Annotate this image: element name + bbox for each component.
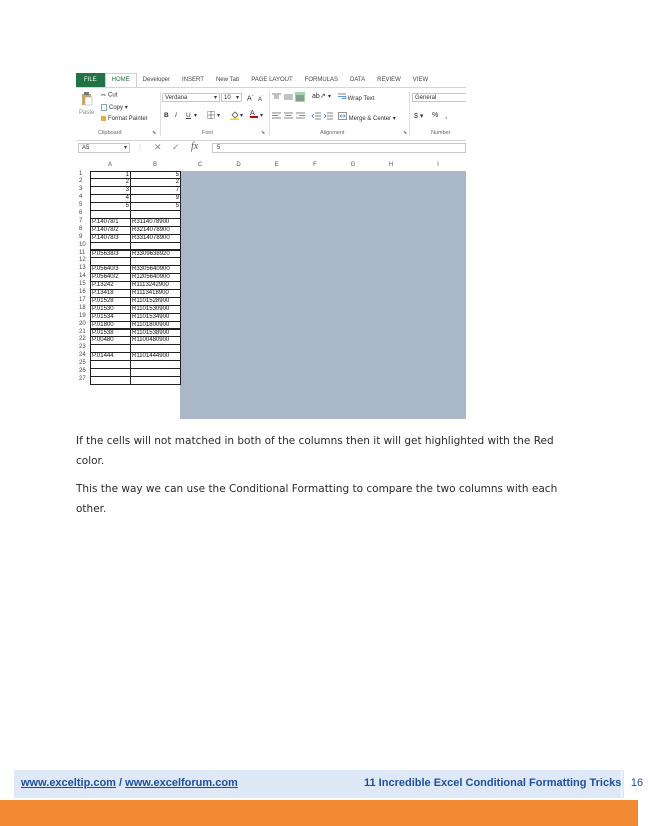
- align-top-button[interactable]: [272, 93, 281, 103]
- row-header[interactable]: 18: [79, 304, 86, 311]
- table-cell[interactable]: P.14078/2: [90, 226, 131, 235]
- comma-button[interactable]: ,: [445, 111, 448, 120]
- paragraph-1: If the cells will not matched in both of the columns then it will get highlighted with the Red color.: [76, 435, 554, 467]
- percent-button[interactable]: %: [432, 112, 439, 119]
- dialog-launcher-icon[interactable]: ⬊: [152, 130, 157, 136]
- chevron-down-icon: ▾: [419, 113, 424, 120]
- tab-formulas[interactable]: FORMULAS: [304, 77, 338, 83]
- footer-links: [21, 777, 238, 789]
- table-cell[interactable]: R1113418900: [130, 289, 181, 298]
- align-center-icon: [284, 112, 293, 120]
- footer-band: [14, 770, 644, 798]
- chevron-down-icon[interactable]: ▾: [328, 94, 332, 100]
- column-header-c[interactable]: C: [197, 162, 203, 168]
- table-cell[interactable]: P.14078/3: [90, 234, 131, 243]
- row-header[interactable]: 15: [79, 281, 86, 288]
- copy-icon: [101, 104, 107, 111]
- table-cell[interactable]: P.01444: [90, 352, 131, 361]
- number-format-select[interactable]: [412, 93, 466, 102]
- fill-color-button[interactable]: [230, 111, 239, 122]
- font-color-button[interactable]: [250, 110, 258, 118]
- footer-title: 11 Incredible Excel Conditional Formatting Tricks: [364, 777, 622, 789]
- grow-font-label: A: [247, 95, 252, 103]
- scissors-icon: ✂: [101, 93, 107, 99]
- tab-review[interactable]: REVIEW: [377, 77, 401, 83]
- row-header[interactable]: 12: [79, 257, 86, 264]
- row-header[interactable]: 9: [79, 233, 83, 240]
- table-cell[interactable]: R1113242900: [130, 281, 181, 290]
- table-cell[interactable]: 5: [130, 202, 181, 211]
- row-header[interactable]: 1: [79, 170, 83, 177]
- align-left-icon: [272, 112, 281, 120]
- table-cell[interactable]: R1101534900: [130, 313, 181, 322]
- table-cell[interactable]: 9: [130, 194, 181, 203]
- table-cell[interactable]: P.05640/3: [90, 265, 131, 274]
- align-left-button[interactable]: [272, 112, 281, 122]
- row-header[interactable]: 19: [79, 312, 86, 319]
- decrease-indent-button[interactable]: [312, 112, 321, 122]
- borders-button[interactable]: [207, 111, 215, 121]
- chevron-down-icon: ▾: [235, 95, 239, 101]
- table-cell[interactable]: P.13242: [90, 281, 131, 290]
- font-group-label: Font: [202, 130, 214, 136]
- formula-bar: [76, 141, 466, 154]
- excel-screenshot: [76, 73, 466, 419]
- tab-data[interactable]: DATA: [350, 77, 366, 83]
- name-box[interactable]: [78, 143, 130, 153]
- row-header[interactable]: 5: [79, 202, 83, 209]
- more-icon: ⋮: [137, 145, 143, 151]
- column-header-f[interactable]: F: [313, 162, 317, 168]
- align-bottom-button[interactable]: [295, 92, 305, 102]
- row-header[interactable]: 16: [79, 289, 86, 295]
- merge-center-button[interactable]: [338, 112, 396, 122]
- row-header[interactable]: 2: [79, 178, 83, 185]
- group-divider: [269, 92, 270, 136]
- column-header-e[interactable]: E: [274, 162, 279, 168]
- cancel-entry-icon[interactable]: ✕: [154, 142, 162, 152]
- excelforum-link[interactable]: www.excelforum.com: [125, 777, 238, 789]
- column-header-h[interactable]: H: [388, 162, 394, 168]
- row-header[interactable]: 7: [79, 217, 83, 224]
- orientation-button[interactable]: [312, 92, 326, 100]
- dialog-launcher-icon[interactable]: ⬊: [403, 130, 408, 136]
- table-cell[interactable]: P.01530: [90, 305, 131, 314]
- wrap-text-icon: [338, 93, 346, 100]
- font-size-select[interactable]: [221, 93, 242, 102]
- name-box-value: A5: [82, 145, 90, 151]
- bottom-accent-bar: [0, 800, 638, 826]
- row-header[interactable]: 3: [79, 186, 83, 193]
- format-painter-label: Format Painter: [108, 116, 148, 123]
- font-color-letter: A: [250, 110, 255, 117]
- chevron-down-icon: ▾: [213, 95, 217, 101]
- row-header[interactable]: 22: [79, 336, 86, 343]
- table-cell[interactable]: P.00480: [90, 336, 131, 345]
- ribbon-tabs: [76, 73, 466, 87]
- row-header[interactable]: 4: [79, 194, 83, 201]
- row-header[interactable]: 17: [79, 296, 86, 303]
- grow-font-button[interactable]: A^: [247, 93, 254, 103]
- footer-divider: [621, 770, 622, 798]
- alignment-group-label: Alignment: [320, 130, 345, 136]
- paste-icon: [81, 92, 93, 106]
- group-divider: [409, 92, 410, 136]
- chevron-down-icon[interactable]: ▾: [260, 113, 264, 119]
- clipboard-group-label: Clipboard: [98, 130, 122, 136]
- underline-button[interactable]: U: [186, 112, 191, 119]
- increase-indent-icon: [324, 112, 333, 120]
- merge-center-icon: [338, 112, 347, 120]
- tab-developer[interactable]: Developer: [142, 77, 171, 83]
- cut-button[interactable]: [101, 92, 117, 99]
- row-header[interactable]: 13: [79, 265, 86, 272]
- column-header-i[interactable]: I: [437, 162, 439, 168]
- row-header[interactable]: 20: [79, 320, 86, 327]
- table-cell[interactable]: P.01534: [90, 313, 131, 322]
- selection-highlight: [180, 171, 466, 419]
- font-size-value: 10: [224, 95, 231, 101]
- table-cell[interactable]: R1101800900: [130, 321, 181, 330]
- table-cell[interactable]: P.05640/2: [90, 273, 131, 282]
- decrease-indent-icon: [312, 112, 321, 120]
- paint-bucket-icon: [230, 111, 239, 120]
- align-bottom-icon: [295, 92, 305, 102]
- bold-button[interactable]: B: [164, 112, 169, 119]
- table-cell[interactable]: R1205640900: [130, 273, 181, 282]
- dialog-launcher-icon[interactable]: ⬊: [261, 130, 266, 136]
- chevron-down-icon: ▾: [392, 116, 396, 122]
- align-middle-button[interactable]: [284, 93, 293, 103]
- formula-input[interactable]: [212, 143, 466, 153]
- column-header-g[interactable]: G: [350, 162, 356, 168]
- merge-center-label: Merge & Center: [348, 116, 392, 122]
- table-cell[interactable]: R1101528900: [130, 297, 181, 306]
- copy-button[interactable]: [101, 104, 128, 111]
- table-cell[interactable]: R1101530900: [130, 305, 181, 314]
- exceltip-link[interactable]: www.exceltip.com: [21, 777, 116, 789]
- table-cell[interactable]: [90, 376, 131, 385]
- font-name-select[interactable]: [162, 93, 220, 102]
- table-cell[interactable]: R3305640900: [130, 265, 181, 274]
- chevron-down-icon[interactable]: ▾: [217, 113, 221, 119]
- table-cell[interactable]: R3314078900: [130, 234, 181, 243]
- table-cell[interactable]: R1101538900: [130, 329, 181, 338]
- align-top-icon: [272, 93, 281, 101]
- number-group-label: Number: [431, 130, 451, 136]
- increase-indent-button[interactable]: [324, 112, 333, 122]
- chevron-down-icon: ▾: [124, 105, 128, 112]
- confirm-entry-icon[interactable]: ✓: [172, 142, 180, 152]
- formula-value: 5: [217, 145, 221, 151]
- row-header[interactable]: 27: [79, 375, 86, 382]
- chevron-down-icon[interactable]: ▾: [194, 113, 198, 119]
- currency-symbol: $: [414, 113, 418, 120]
- format-painter-button[interactable]: [101, 116, 148, 122]
- column-header-a[interactable]: A: [107, 162, 112, 168]
- table-cell[interactable]: P.01528: [90, 297, 131, 306]
- row-header[interactable]: 14: [79, 273, 86, 280]
- chevron-down-icon[interactable]: ▾: [240, 113, 244, 119]
- paste-button[interactable]: [81, 92, 93, 108]
- table-cell[interactable]: P.01538: [90, 329, 131, 338]
- table-cell[interactable]: R1101444900: [130, 352, 181, 361]
- ribbon-home: [76, 87, 466, 141]
- table-cell[interactable]: 5: [130, 171, 181, 180]
- number-format-value: General: [415, 95, 437, 101]
- table-cell[interactable]: 2: [130, 178, 181, 187]
- tab-new-tab[interactable]: New Tab: [215, 77, 240, 83]
- italic-button[interactable]: I: [175, 112, 177, 119]
- table-cell[interactable]: 4: [90, 194, 131, 203]
- table-cell[interactable]: 5: [90, 202, 131, 211]
- currency-button[interactable]: [414, 112, 423, 120]
- paragraph-2: This the way we can use the Conditional Formatting to compare the two columns with each other.: [76, 483, 558, 515]
- copy-label: Copy: [109, 105, 124, 112]
- table-cell[interactable]: P.13418: [90, 289, 131, 298]
- cut-label: Cut: [108, 92, 118, 99]
- font-name-value: Verdana: [165, 95, 188, 101]
- column-header-d[interactable]: D: [236, 162, 241, 168]
- page-number: 16: [630, 777, 644, 789]
- footer-link-separator: /: [119, 777, 123, 789]
- wrap-text-label: Wrap Text: [347, 96, 375, 102]
- row-header[interactable]: 25: [79, 360, 86, 367]
- table-cell[interactable]: P.14078/1: [90, 218, 131, 227]
- table-cell[interactable]: R3114078900: [130, 218, 181, 227]
- table-cell[interactable]: P.01800: [90, 321, 131, 330]
- row-header[interactable]: 11: [79, 249, 86, 256]
- wrap-text-button[interactable]: [338, 93, 374, 102]
- align-right-icon: [296, 112, 305, 120]
- group-divider: [160, 92, 161, 136]
- align-right-button[interactable]: [296, 112, 305, 122]
- row-header[interactable]: 6: [79, 210, 83, 216]
- table-cell[interactable]: 1: [90, 171, 131, 180]
- table-cell[interactable]: R1100480900: [130, 336, 181, 345]
- column-header-b[interactable]: B: [152, 162, 157, 168]
- insert-function-button[interactable]: fx: [191, 141, 199, 152]
- table-cell[interactable]: R3309638920: [130, 250, 181, 259]
- tab-home[interactable]: HOME: [105, 73, 137, 87]
- row-header[interactable]: 21: [79, 328, 86, 335]
- align-center-button[interactable]: [284, 112, 293, 122]
- tab-page-layout[interactable]: PAGE LAYOUT: [251, 77, 293, 83]
- brush-icon: [101, 116, 106, 121]
- paste-label[interactable]: Paste: [79, 110, 95, 116]
- shrink-font-label: A: [258, 97, 263, 103]
- row-header[interactable]: 23: [79, 344, 86, 351]
- table-cell[interactable]: P.05638/3: [90, 250, 131, 259]
- table-cell[interactable]: R3214078900: [130, 226, 181, 235]
- shrink-font-button[interactable]: $A^ˇ$: [258, 94, 264, 103]
- align-middle-icon: [284, 93, 293, 101]
- row-header[interactable]: 10: [79, 241, 86, 248]
- table-cell[interactable]: 3: [90, 186, 131, 195]
- row-header[interactable]: 8: [79, 225, 83, 232]
- tab-insert[interactable]: INSERT: [182, 77, 204, 83]
- tab-view[interactable]: VIEW: [412, 77, 429, 83]
- orientation-icon: ab↗: [312, 93, 326, 100]
- table-cell[interactable]: 2: [90, 178, 131, 187]
- tab-file[interactable]: FILE: [76, 73, 105, 87]
- chevron-down-icon: ▾: [123, 145, 127, 151]
- table-cell[interactable]: 7: [130, 186, 181, 195]
- table-cell[interactable]: [130, 376, 181, 385]
- borders-icon: [207, 111, 215, 119]
- row-header[interactable]: 26: [79, 368, 86, 374]
- row-header[interactable]: 24: [79, 352, 86, 359]
